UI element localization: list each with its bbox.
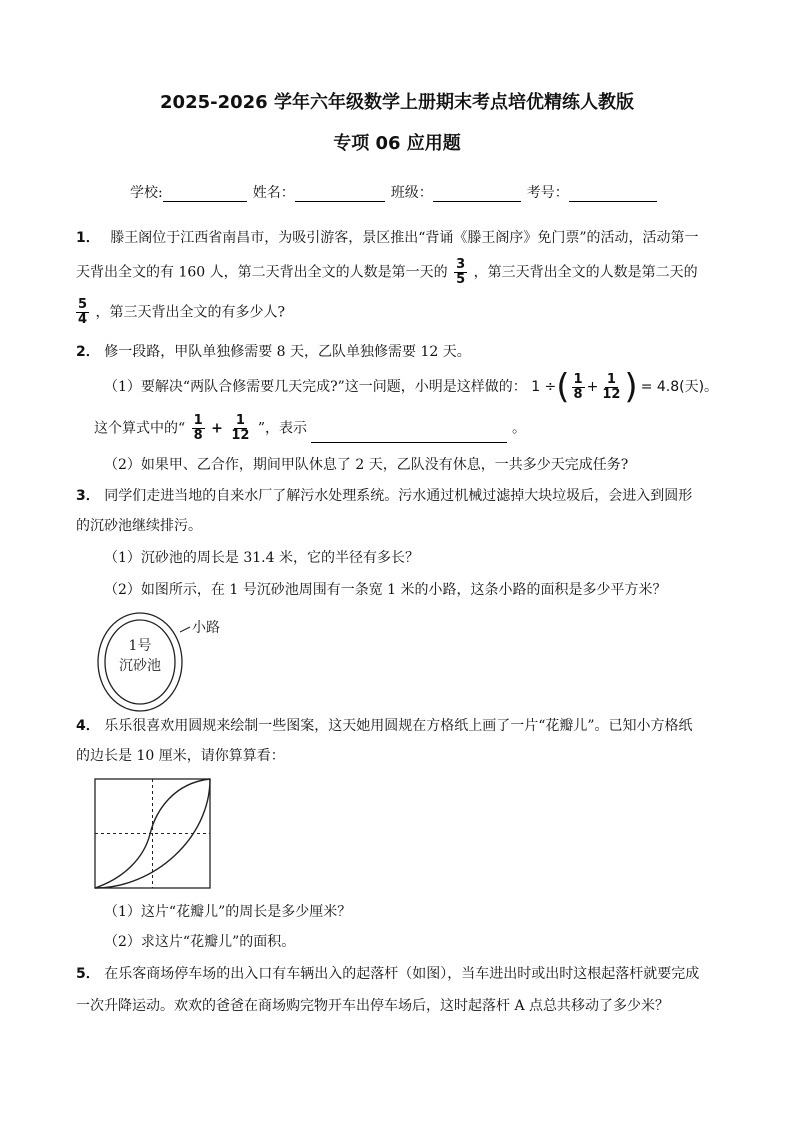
fraction-one-twelfth-inline — [229, 414, 251, 443]
fraction-denominator: 12 — [231, 428, 250, 443]
school-field[interactable] — [163, 187, 247, 202]
division-formula — [531, 367, 719, 407]
question-5-text: 在乐客商场停车场的出入口有车辆出入的起落杆（如图），当车进出时或出时这根起落杆就要完成 — [104, 966, 700, 982]
path-label: 小路 — [192, 620, 220, 636]
class-label: 班级： — [390, 185, 433, 201]
question-3-text: 同学们走进当地的自来水厂了解污水处理系统。污水通过机械过滤掉大块垃圾后，会进入到圆形 — [104, 488, 693, 504]
answer-blank[interactable] — [311, 426, 507, 443]
question-3-line-1 — [76, 486, 692, 506]
question-5-line-2 — [76, 996, 669, 1016]
question-5-text-2: 一次升降运动。欢欢的爸爸在商场购完物开车出停车场后，这时起落杆 A 点总共移动了多少米？ — [76, 998, 670, 1014]
question-3-line-2 — [76, 516, 202, 536]
question-1-text-2b: ，第三天背出全文的人数是第二天的 — [473, 264, 698, 281]
plus-sign-inline: + — [211, 420, 223, 437]
question-5-number: 5． — [76, 966, 100, 982]
formula-lead: 1 ÷ — [531, 379, 557, 395]
student-info-row — [130, 182, 690, 202]
question-4-text: 乐乐很喜欢用圆规来绘制一些图案，这天她用圆规在方格纸上画了一片“花瓣儿”。已知小方格纸 — [104, 718, 693, 734]
question-4-number: 4． — [76, 718, 100, 734]
tank-label-number: 1号 — [128, 638, 152, 654]
fraction-numerator: 1 — [193, 413, 203, 428]
question-1-line-1 — [76, 228, 699, 248]
question-4-part-2 — [104, 932, 295, 952]
question-3-part-1-text: （1）沉砂池的周长是 31.4 米，它的半径有多长？ — [104, 550, 419, 566]
fraction-denominator: 12 — [602, 386, 621, 402]
page-subtitle: 专项 06 应用题 — [333, 133, 461, 154]
tank-label-name: 沉砂池 — [119, 658, 161, 674]
name-field[interactable] — [295, 187, 385, 202]
question-4-part-1-text: （1）这片“花瓣儿”的周长是多少厘米？ — [104, 904, 352, 920]
left-paren: ( — [556, 367, 570, 407]
question-1-text-3: ，第三天背出全文的有多少人? — [95, 304, 286, 321]
school-label: 学校: — [130, 185, 163, 201]
question-2-part-1-fill — [94, 414, 526, 443]
petal-figure — [94, 778, 212, 890]
fraction-denominator: 8 — [193, 428, 203, 443]
question-4-text-2: 的边长是 10 厘米，请你算算看： — [76, 748, 285, 764]
fraction-numerator: 1 — [606, 371, 616, 387]
fill-text-end: 。 — [511, 420, 526, 437]
name-label: 姓名： — [252, 185, 295, 201]
question-1-line-3 — [76, 298, 285, 327]
question-2-text: 修一段路，甲队单独修需要 8 天，乙队单独修需要 12 天。 — [104, 344, 471, 360]
fraction-five-quarters — [76, 298, 89, 327]
question-2-part-1-text: （1）要解决“两队合修需要几天完成?”这一问题，小明是这样做的： — [104, 379, 527, 395]
question-4-part-2-text: （2）求这片“花瓣儿”的面积。 — [104, 934, 296, 950]
class-field[interactable] — [433, 187, 521, 202]
question-2-line-1 — [76, 342, 471, 362]
question-1-text: 滕王阁位于江西省南昌市，为吸引游客，景区推出“背诵《滕王阁序》免门票”的活动，活动第一 — [110, 230, 699, 246]
question-2-part-1 — [104, 367, 719, 407]
question-2-number: 2． — [76, 344, 100, 360]
question-1-number: 1． — [76, 230, 100, 246]
page-title: 2025-2026 学年六年级数学上册期末考点培优精练人教版 — [160, 92, 634, 113]
sedimentation-tank-figure — [90, 610, 250, 720]
question-2-part-2-text: （2）如果甲、乙合作，期间甲队休息了 2 天，乙队没有休息，一共多少天完成任务? — [104, 457, 629, 473]
exam-number-label: 考号： — [526, 185, 569, 201]
fraction-denominator: 8 — [573, 386, 583, 402]
fraction-numerator: 5 — [78, 297, 88, 312]
question-3-part-2-text: （2）如图所示，在 1 号沉砂池周围有一条宽 1 米的小路，这条小路的面积是多少平方米？ — [104, 582, 667, 598]
question-3-part-2 — [104, 580, 667, 600]
fraction-denominator: 4 — [78, 312, 88, 327]
right-paren: ) — [624, 367, 638, 407]
question-1-line-2 — [76, 258, 698, 287]
fraction-numerator: 1 — [235, 413, 245, 428]
fraction-numerator: 1 — [573, 371, 583, 387]
fill-text-b: ”，表示 — [257, 420, 308, 437]
fraction-denominator: 5 — [456, 272, 466, 287]
fraction-one-eighth — [572, 373, 585, 402]
question-1-text-2a: 天背出全文的有 160 人，第二天背出全文的人数是第一天的 — [76, 264, 448, 281]
formula-result: = 4.8(天)。 — [640, 379, 719, 395]
plus-sign: + — [586, 379, 599, 395]
question-3-part-1 — [104, 548, 419, 568]
question-4-line-1 — [76, 716, 693, 736]
fraction-three-fifths — [454, 258, 467, 287]
exam-number-field[interactable] — [569, 187, 657, 202]
question-2-part-2 — [104, 455, 628, 475]
path-pointer-line — [180, 627, 190, 632]
fraction-one-eighth-inline — [192, 414, 205, 443]
fill-text-a: 这个算式中的“ — [94, 420, 186, 437]
question-3-text-2: 的沉砂池继续排污。 — [76, 518, 202, 534]
question-4-part-1 — [104, 902, 351, 922]
question-3-number: 3． — [76, 488, 100, 504]
fraction-one-twelfth — [600, 373, 622, 402]
question-5-line-1 — [76, 964, 699, 984]
question-4-line-2 — [76, 746, 285, 766]
fraction-numerator: 3 — [456, 257, 466, 272]
